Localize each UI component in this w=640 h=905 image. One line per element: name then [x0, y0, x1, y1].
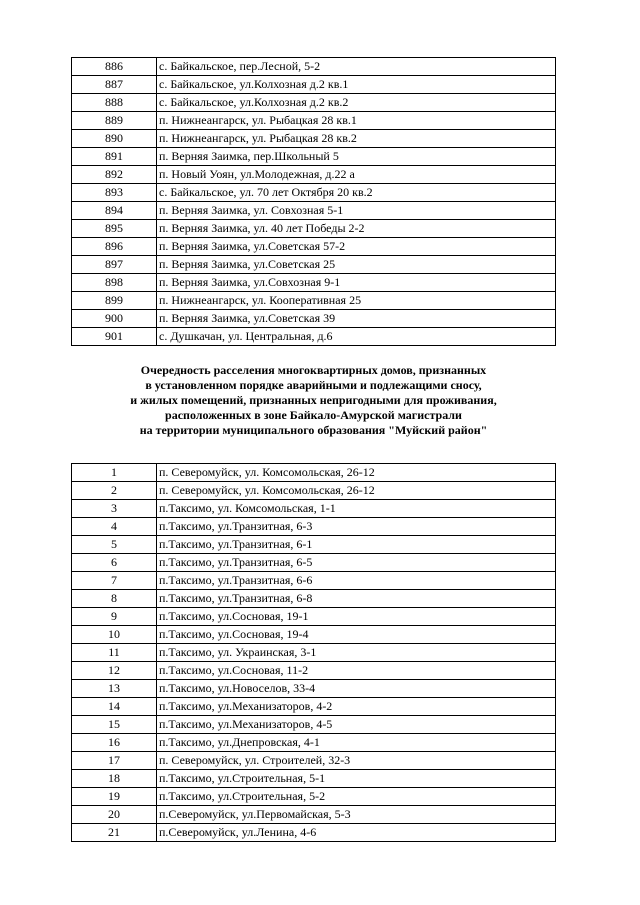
row-number: 15	[72, 716, 157, 734]
row-number: 900	[72, 310, 157, 328]
row-address: п. Верняя Заимка, ул. Совхозная 5-1	[157, 202, 556, 220]
table-row	[72, 76, 556, 94]
row-number: 8	[72, 590, 157, 608]
heading-line: расположенных в зоне Байкало-Амурской магистрали	[165, 408, 462, 422]
row-number: 11	[72, 644, 157, 662]
row-number: 13	[72, 680, 157, 698]
registry-table-bottom	[71, 463, 556, 842]
table-row	[72, 202, 556, 220]
row-address: п.Таксимо, ул.Сосновая, 11-2	[157, 662, 556, 680]
row-number: 9	[72, 608, 157, 626]
table-row	[72, 130, 556, 148]
table-row	[72, 806, 556, 824]
table-row	[72, 148, 556, 166]
table-row	[72, 238, 556, 256]
row-number: 899	[72, 292, 157, 310]
row-address: п.Таксимо, ул.Транзитная, 6-5	[157, 554, 556, 572]
row-number: 6	[72, 554, 157, 572]
row-address: п. Верняя Заимка, ул.Советская 39	[157, 310, 556, 328]
row-address: п.Таксимо, ул.Новоселов, 33-4	[157, 680, 556, 698]
row-address: п. Северомуйск, ул. Комсомольская, 26-12	[157, 464, 556, 482]
registry-table-top	[71, 57, 556, 346]
row-number: 887	[72, 76, 157, 94]
table-row	[72, 518, 556, 536]
table-row	[72, 608, 556, 626]
row-address: п.Таксимо, ул. Украинская, 3-1	[157, 644, 556, 662]
row-address: п.Таксимо, ул.Механизаторов, 4-5	[157, 716, 556, 734]
table-row	[72, 680, 556, 698]
row-address: п. Северомуйск, ул. Строителей, 32-3	[157, 752, 556, 770]
row-number: 888	[72, 94, 157, 112]
row-address: п. Верняя Заимка, ул.Советская 25	[157, 256, 556, 274]
table-row	[72, 788, 556, 806]
row-number: 2	[72, 482, 157, 500]
table-row	[72, 554, 556, 572]
table-row	[72, 572, 556, 590]
row-address: п.Таксимо, ул.Сосновая, 19-1	[157, 608, 556, 626]
row-address: с. Байкальское, ул. 70 лет Октября 20 кв.2	[157, 184, 556, 202]
table-row	[72, 58, 556, 76]
table-row	[72, 500, 556, 518]
row-number: 7	[72, 572, 157, 590]
table-row	[72, 626, 556, 644]
row-address: п.Таксимо, ул.Механизаторов, 4-2	[157, 698, 556, 716]
row-number: 1	[72, 464, 157, 482]
table-row	[72, 256, 556, 274]
table-row	[72, 274, 556, 292]
table-row	[72, 590, 556, 608]
table-row	[72, 734, 556, 752]
table-row	[72, 464, 556, 482]
row-address: п. Верняя Заимка, ул. 40 лет Победы 2-2	[157, 220, 556, 238]
row-address: п.Таксимо, ул. Комсомольская, 1-1	[157, 500, 556, 518]
row-address: п. Верняя Заимка, пер.Школьный 5	[157, 148, 556, 166]
row-number: 893	[72, 184, 157, 202]
table-row	[72, 310, 556, 328]
row-number: 889	[72, 112, 157, 130]
row-address: п. Нижнеангарск, ул. Рыбацкая 28 кв.2	[157, 130, 556, 148]
heading-line: в установленном порядке аварийными и подлежащими сносу,	[145, 378, 482, 392]
row-address: п.Таксимо, ул.Транзитная, 6-1	[157, 536, 556, 554]
row-number: 897	[72, 256, 157, 274]
table-row	[72, 752, 556, 770]
row-address: с. Байкальское, ул.Колхозная д.2 кв.1	[157, 76, 556, 94]
row-address: п. Верняя Заимка, ул.Совхозная 9-1	[157, 274, 556, 292]
row-address: п. Верняя Заимка, ул.Советская 57-2	[157, 238, 556, 256]
row-number: 898	[72, 274, 157, 292]
row-number: 895	[72, 220, 157, 238]
row-address: с. Байкальское, пер.Лесной, 5-2	[157, 58, 556, 76]
row-number: 4	[72, 518, 157, 536]
table-row	[72, 292, 556, 310]
row-number: 10	[72, 626, 157, 644]
table-row	[72, 536, 556, 554]
row-number: 3	[72, 500, 157, 518]
row-address: п.Таксимо, ул.Строительная, 5-2	[157, 788, 556, 806]
row-address: п.Таксимо, ул.Сосновая, 19-4	[157, 626, 556, 644]
table-row	[72, 166, 556, 184]
row-address: п.Таксимо, ул.Строительная, 5-1	[157, 770, 556, 788]
row-address: п.Таксимо, ул.Транзитная, 6-6	[157, 572, 556, 590]
table-row	[72, 328, 556, 346]
row-address: п. Нижнеангарск, ул. Рыбацкая 28 кв.1	[157, 112, 556, 130]
table-row	[72, 770, 556, 788]
row-number: 19	[72, 788, 157, 806]
row-number: 901	[72, 328, 157, 346]
heading-line: на территории муниципального образования "Муйский район"	[139, 423, 488, 437]
table-row	[72, 698, 556, 716]
row-number: 896	[72, 238, 157, 256]
row-number: 17	[72, 752, 157, 770]
table-row	[72, 482, 556, 500]
table-row	[72, 112, 556, 130]
row-number: 18	[72, 770, 157, 788]
row-address: с. Душкачан, ул. Центральная, д.6	[157, 328, 556, 346]
row-address: п.Северомуйск, ул.Ленина, 4-6	[157, 824, 556, 842]
row-number: 12	[72, 662, 157, 680]
row-address: п. Нижнеангарск, ул. Кооперативная 25	[157, 292, 556, 310]
row-number: 891	[72, 148, 157, 166]
row-address: п.Таксимо, ул.Транзитная, 6-3	[157, 518, 556, 536]
row-address: п.Северомуйск, ул.Первомайская, 5-3	[157, 806, 556, 824]
row-number: 886	[72, 58, 157, 76]
table-row	[72, 662, 556, 680]
row-number: 20	[72, 806, 157, 824]
table-row	[72, 644, 556, 662]
table-row	[72, 824, 556, 842]
row-number: 890	[72, 130, 157, 148]
registry-table-top-body	[72, 58, 556, 346]
row-number: 14	[72, 698, 157, 716]
section-heading	[71, 363, 556, 438]
row-address: п.Таксимо, ул.Транзитная, 6-8	[157, 590, 556, 608]
table-row	[72, 94, 556, 112]
row-number: 5	[72, 536, 157, 554]
row-number: 894	[72, 202, 157, 220]
table-row	[72, 716, 556, 734]
table-row	[72, 184, 556, 202]
row-address: п.Таксимо, ул.Днепровская, 4-1	[157, 734, 556, 752]
row-address: п. Новый Уоян, ул.Молодежная, д.22 а	[157, 166, 556, 184]
row-number: 16	[72, 734, 157, 752]
heading-line: и жилых помещений, признанных непригодными для проживания,	[130, 393, 497, 407]
row-number: 21	[72, 824, 157, 842]
table-row	[72, 220, 556, 238]
heading-line: Очередность расселения многоквартирных домов, признанных	[140, 363, 487, 377]
row-address: с. Байкальское, ул.Колхозная д.2 кв.2	[157, 94, 556, 112]
row-address: п. Северомуйск, ул. Комсомольская, 26-12	[157, 482, 556, 500]
row-number: 892	[72, 166, 157, 184]
registry-table-bottom-body	[72, 464, 556, 842]
